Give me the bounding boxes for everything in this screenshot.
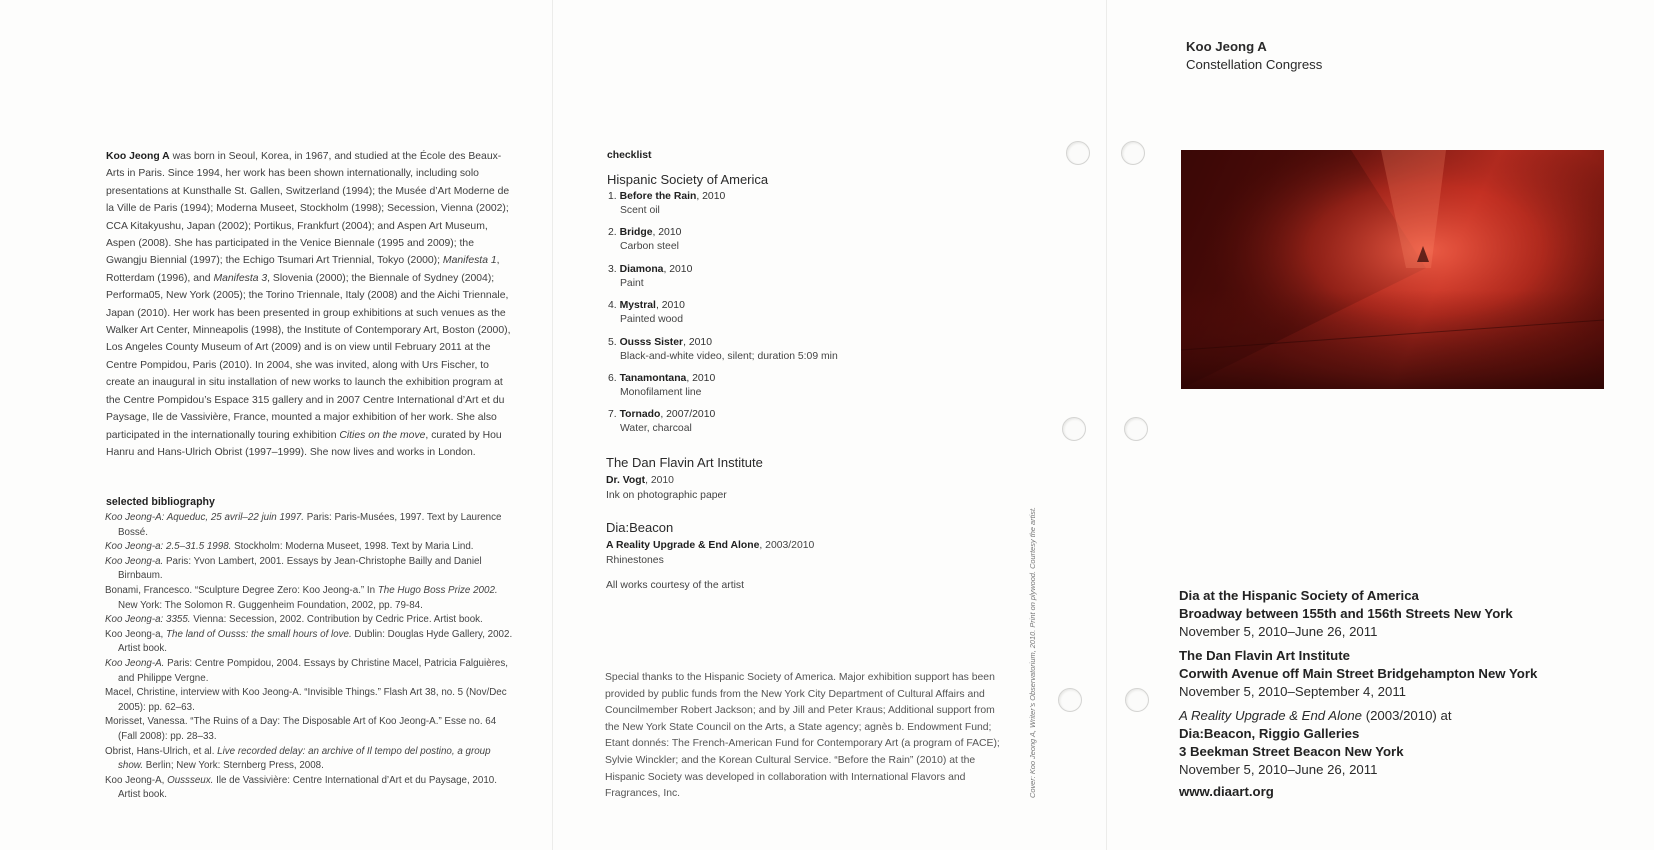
cover-credit: Cover: Koo Jeong A, Writer’s Observatorium, 2010. Print on plywood. Courtesy the artist. (1028, 506, 1037, 798)
website-link[interactable]: www.diaart.org (1179, 784, 1274, 799)
bio-artist-name: Koo Jeong A (106, 151, 170, 162)
bibliography-entry: Koo Jeong-a. Paris: Yvon Lambert, 2001. Essays by Jean-Christophe Bailly and Daniel Birnbaum. (105, 555, 482, 582)
venue-2-dates: November 5, 2010–September 4, 2011 (1179, 684, 1407, 699)
cover-photo (1181, 150, 1604, 389)
checklist-venue-dia-beacon: Dia:Beacon (606, 520, 674, 535)
checklist-item: 1. Before the Rain, 2010 Scent oil (608, 191, 726, 216)
bibliography-entry: Koo Jeong-a: 2.5–31.5 1998. Stockholm: Moderna Museet, 1998. Text by Maria Lind. (105, 541, 474, 553)
bibliography-entry: Koo Jeong-A: Aqueduc, 25 avril–22 juin 1997. Paris: Paris-Musées, 1997. Text by Laurence Bossé. (105, 512, 502, 538)
bibliography-entry: Koo Jeong-a: 3355. Vienna: Secession, 2002. Contribution by Cedric Price. Artist book. (105, 614, 483, 626)
checklist-item: 3. Diamona, 2010 Paint (608, 263, 693, 289)
checklist-venue-hispanic-society: Hispanic Society of America (607, 172, 769, 187)
checklist-item: 6. Tanamontana, 2010 Monofilament line (608, 372, 716, 398)
checklist-venue-dan-flavin: The Dan Flavin Art Institute (606, 455, 763, 470)
venue-2-name: The Dan Flavin Art Institute (1179, 648, 1350, 663)
bibliography-entry: Koo Jeong-A. Paris: Centre Pompidou, 2004. Essays by Christine Macel, Patricia Falguières, and Philippe Vergne. (105, 657, 508, 684)
red-room-photo (1181, 150, 1604, 389)
venue-3-dates: November 5, 2010–June 26, 2011 (1179, 762, 1378, 777)
bibliography-heading: selected bibliography (106, 496, 215, 508)
artist-name: Koo Jeong A (1186, 39, 1267, 54)
checklist-item: 4. Mystral, 2010 Painted wood (608, 300, 685, 326)
venue-1-name: Dia at the Hispanic Society of America (1179, 588, 1419, 603)
venue-1-address: Broadway between 155th and 156th Streets New York (1179, 606, 1513, 621)
checklist-works (608, 190, 1028, 445)
checklist-item: A Reality Upgrade & End Alone, 2003/2010 Rhinestones (606, 540, 815, 566)
venue-3-address: 3 Beekman Street Beacon New York (1179, 744, 1404, 759)
courtesy-note: All works courtesy of the artist (606, 580, 745, 591)
venue-info (1179, 587, 1639, 779)
bibliography-entry: Bonami, Francesco. “Sculpture Degree Zero: Koo Jeong-a.” In The Hugo Boss Prize 2002. New York: The Solomon R. Guggenheim Foundation, 2002, pp. 79-84. (105, 584, 498, 611)
venue-3-name: Dia:Beacon, Riggio Galleries (1179, 726, 1360, 741)
artist-biography: Koo Jeong A was born in Seoul, Korea, in 1967, and studied at the École des Beaux-Arts in Paris. Since 1994, her work has been shown internationally, including solo presentations at Kunsthalle St. Gallen, Switzerland (1994); the Musée d’Art Moderne de la Ville de Paris (1994); Moderna Museet, Stockholm (1998); Secession, Vienna (2002); CCA Kitakyushu, Japan (2002); Portikus, Frankfurt (2004); and Aspen Art Museum, Aspen (2008). She has participated in the Venice Biennale (1995 and 2009); the Gwangju Biennial (1997); the Echigo Tsumari Art Triennial, Tokyo (2000); Manifesta 1, Rotterdam (1996), and Manifesta 3, Slovenia (2000); the Biennale of Sydney (2004); Performa05, New York (2005); the Torino Triennale, Italy (2008) and the Aichi Triennale, Japan (2010). Her work has been presented in group exhibitions at such venues as the Walker Art Center, Minneapolis (1998), the Institute of Contemporary Art, Boston (2000), Los Angeles County Museum of Art (2009) and is on view until February 2011 at the Centre Pompidou, Paris (2010). In 2004, she was invited, along with Urs Fischer, to create an inaugural in situ installation of new works to launch the exhibition program at the Centre Pompidou’s Espace 315 gallery and in 2007 Centre International d’Art et du Paysage, Ile de Vassivière, France, mounted a major exhibition of her work. She also participated in the internationally touring exhibition Cities on the move, curated by Hou Hanru and Hans-Ulrich Obrist (1997–1999). She now lives and works in London. (106, 151, 511, 458)
bibliography-entry: Obrist, Hans-Ulrich, et al. Live recorded delay: an archive of Il tempo del postino, a group show. Berlin; New York: Sternberg Press, 2008. (105, 745, 491, 772)
bibliography-entry: Morisset, Vanessa. “The Ruins of a Day: The Disposable Art of Koo Jeong-A.” Esse no. 64 (Fall 2008): pp. 28–33. (105, 716, 497, 742)
venue-3-work: A Reality Upgrade & End Alone (2003/2010) at (1179, 708, 1452, 723)
checklist-item: 2. Bridge, 2010 Carbon steel (608, 227, 682, 253)
exhibition-title (1186, 38, 1322, 73)
bibliography-list (105, 511, 517, 803)
checklist-heading: checklist (607, 150, 652, 161)
bibliography-entry: Macel, Christine, interview with Koo Jeong-A. “Invisible Things.” Flash Art 38, no. 5 (Nov/Dec 2005): pp. 62–63. (105, 687, 507, 713)
venue-1-dates: November 5, 2010–June 26, 2011 (1179, 624, 1378, 639)
acknowledgements: Special thanks to the Hispanic Society of America. Major exhibition support has been provided by public funds from the New York City Department of Cultural Affairs and Councilmember Robert Jackson; and by Jill and Peter Kraus; Additional support from the New York State Council on the Arts, a State agency; agnès b. Endowment Fund; Etant donnés: The French-American Fund for Contemporary Art (a program of FACE); Sylvie Winckler; and the Korean Cultural Service. “Before the Rain” (2010) at the Hispanic Society was developed in collaboration with International Flavors and Fragrances, Inc. (605, 672, 1000, 800)
checklist-item: 7. Tornado, 2007/2010 Water, charcoal (608, 409, 716, 435)
checklist-item: 5. Ousss Sister, 2010 Black-and-white video, silent; duration 5:09 min (608, 336, 838, 362)
venue-2-address: Corwith Avenue off Main Street Bridgehampton New York (1179, 666, 1538, 681)
bibliography-entry: Koo Jeong-a, The land of Ousss: the small hours of love. Dublin: Douglas Hyde Gallery, 2002. Artist book. (105, 628, 513, 655)
checklist-item: Dr. Vogt, 2010 Ink on photographic paper (606, 475, 727, 501)
bibliography-entry: Koo Jeong-A, Oussseux. Ile de Vassivière: Centre International d’Art et du Paysage, 2010. Artist book. (105, 774, 497, 801)
exhibition-name: Constellation Congress (1186, 56, 1323, 72)
